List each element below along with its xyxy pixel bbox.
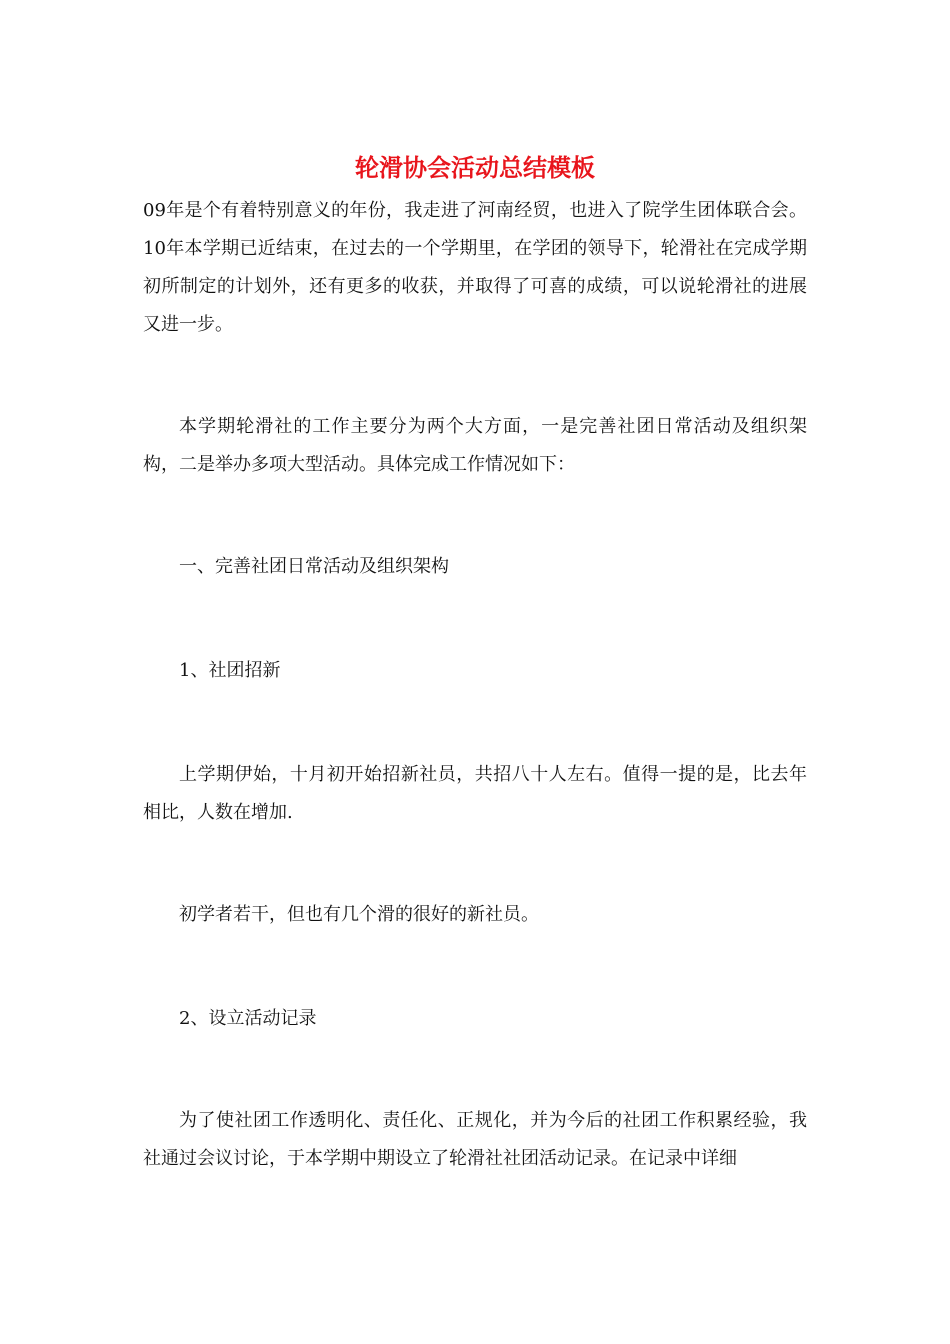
document-title: 轮滑协会活动总结模板: [355, 153, 595, 182]
paragraph-records: 为了使社团工作透明化、责任化、正规化，并为今后的社团工作积累经验，我社通过会议讨论，于本学期中期设立了轮滑社社团活动记录。在记录中详细: [143, 1110, 807, 1169]
paragraph-intro: 09年是个有着特别意义的年份，我走进了河南经贸，也进入了院学生团体联合会。10年本学期已近结束，在过去的一个学期里，在学团的领导下，轮滑社在完成学期初所制定的计划外，还有更多的收获，并取得了可喜的成绩，可以说轮滑社的进展又进一步。: [143, 200, 807, 335]
paragraph-beginners: 初学者若干，但也有几个滑的很好的新社员。: [179, 904, 539, 925]
section-heading-1: 一、完善社团日常活动及组织架构: [179, 556, 449, 577]
subsection-heading-records: 2、设立活动记录: [179, 1008, 317, 1029]
paragraph-recruitment: 上学期伊始，十月初开始招新社员，共招八十人左右。值得一提的是，比去年相比，人数在增加.: [143, 764, 807, 823]
paragraph-overview: 本学期轮滑社的工作主要分为两个大方面，一是完善社团日常活动及组织架构，二是举办多项大型活动。具体完成工作情况如下：: [143, 416, 807, 475]
subsection-heading-recruitment: 1、社团招新: [179, 660, 281, 681]
